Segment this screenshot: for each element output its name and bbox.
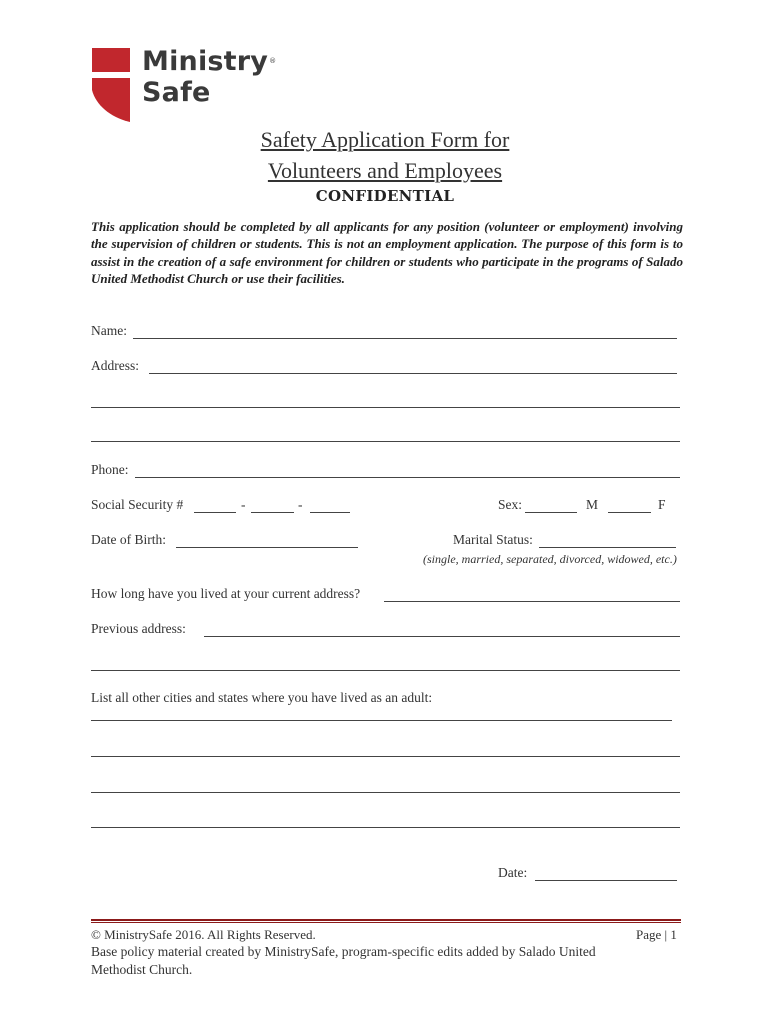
previous-address-field-2[interactable]	[91, 670, 680, 671]
other-cities-field-4[interactable]	[91, 827, 680, 828]
ssn-field-1[interactable]	[194, 512, 236, 513]
logo-trademark: ®	[269, 57, 277, 65]
dob-field[interactable]	[176, 547, 358, 548]
form-title-line2: Volunteers and Employees	[267, 158, 503, 183]
address-field-2[interactable]	[91, 407, 680, 408]
ssn-field-3[interactable]	[310, 512, 350, 513]
name-label: Name:	[91, 323, 127, 338]
logo-line2: Safe	[142, 77, 211, 108]
confidential-heading: CONFIDENTIAL	[315, 187, 455, 205]
ssn-dash-2: -	[298, 497, 303, 512]
sex-label: Sex:	[498, 497, 523, 512]
how-long-field[interactable]	[384, 601, 680, 602]
name-field[interactable]	[133, 338, 677, 339]
other-cities-field-3[interactable]	[91, 792, 680, 793]
previous-address-field-1[interactable]	[204, 636, 680, 637]
how-long-label: How long have you lived at your current address?	[91, 586, 361, 601]
other-cities-label: List all other cities and states where you have lived as an adult:	[91, 690, 433, 705]
phone-label: Phone:	[91, 462, 129, 477]
intro-paragraph: This application should be completed by all applicants for any position (volunteer or employment) involving the supervision of children or students. This is not an employment application. The purpose of this form is to assist in the creation of a safe environment for children or students who participate in the programs of Salado United Methodist Church or use their facilities.	[91, 219, 683, 287]
sex-f-label: F	[658, 497, 666, 512]
form-title-line1: Safety Application Form for	[260, 127, 510, 152]
shield-icon	[92, 46, 132, 124]
ssn-dash-1: -	[241, 497, 246, 512]
dob-label: Date of Birth:	[91, 532, 166, 547]
other-cities-field-2[interactable]	[91, 756, 680, 757]
address-field-1[interactable]	[149, 373, 677, 374]
address-field-3[interactable]	[91, 441, 680, 442]
logo-line1: Ministry	[142, 46, 269, 77]
ssn-field-2[interactable]	[251, 512, 294, 513]
logo-wordmark	[142, 46, 276, 108]
sex-m-label: M	[586, 497, 599, 512]
other-cities-field-1[interactable]	[91, 720, 672, 721]
footer-attribution: Base policy material created by MinistrySafe, program-specific edits added by Salado United Methodist Church.	[91, 944, 596, 977]
phone-field[interactable]	[135, 477, 680, 478]
footer-divider	[91, 919, 681, 921]
sex-f-field[interactable]	[608, 512, 651, 513]
footer-copyright: © MinistrySafe 2016. All Rights Reserved.	[91, 927, 316, 942]
date-label: Date:	[498, 865, 528, 880]
previous-address-label: Previous address:	[91, 621, 186, 636]
marital-note: (single, married, separated, divorced, widowed, etc.)	[423, 552, 677, 566]
page-number: Page | 1	[636, 927, 677, 942]
marital-label: Marital Status:	[453, 532, 533, 547]
sex-m-field[interactable]	[525, 512, 577, 513]
ssn-label: Social Security #	[91, 497, 184, 512]
marital-field[interactable]	[539, 547, 676, 548]
ministrysafe-logo	[92, 46, 292, 126]
date-field[interactable]	[535, 880, 677, 881]
footer-divider-thin	[91, 922, 681, 923]
address-label: Address:	[91, 358, 139, 373]
